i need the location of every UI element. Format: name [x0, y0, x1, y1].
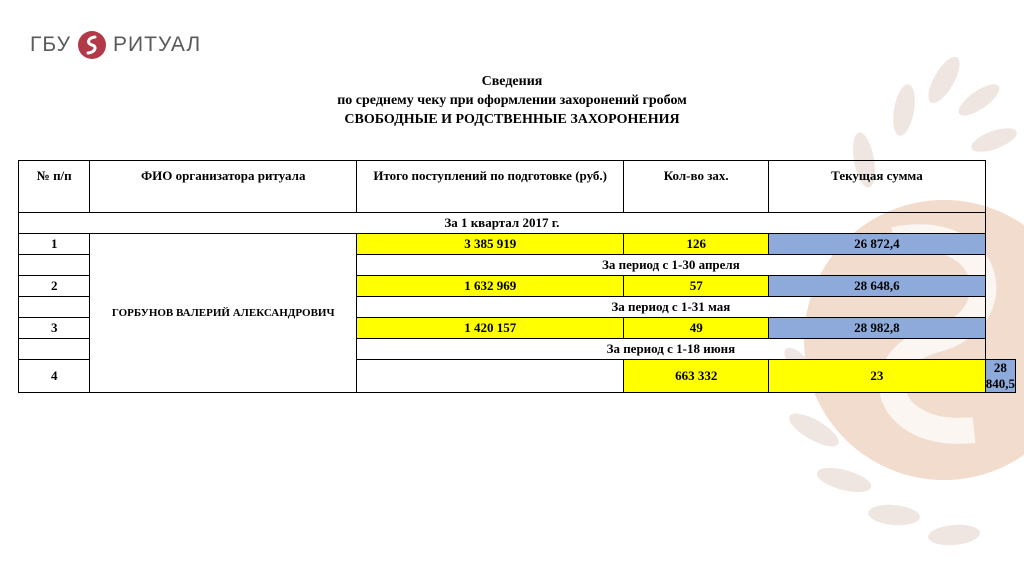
period-spacer: [19, 339, 90, 360]
table-row: [19, 234, 1016, 255]
row-sum: 28 982,8: [769, 318, 986, 339]
period-label: За период с 1-18 июня: [357, 339, 986, 360]
period-label: За период с 1-31 мая: [357, 297, 986, 318]
row-num: 4: [19, 360, 90, 393]
row-sum: 28 840,5: [985, 360, 1015, 391]
row-num: 3: [19, 318, 90, 339]
header-count: Кол-во зах.: [624, 161, 769, 213]
row-sum: 26 872,4: [769, 234, 986, 255]
summary-table: [18, 160, 1016, 393]
organizer-name: ГОРБУНОВ ВАЛЕРИЙ АЛЕКСАНДРОВИЧ: [90, 234, 357, 393]
header-organizer: ФИО организатора ритуала: [90, 161, 357, 213]
row-total: 1 420 157: [357, 318, 624, 339]
period-spacer: [19, 255, 90, 276]
period-label: За период с 1-30 апреля: [357, 255, 986, 276]
row-num: 2: [19, 276, 90, 297]
row-count: 57: [624, 276, 769, 297]
header-num: № п/п: [19, 161, 90, 213]
period-row: [19, 213, 1016, 234]
row-total: 1 632 969: [357, 276, 624, 297]
header-row: [19, 161, 1016, 213]
row-count: 23: [769, 360, 986, 393]
row-num: 1: [19, 234, 90, 255]
logo: [30, 30, 201, 60]
logo-left-text: ГБУ: [30, 33, 72, 56]
period-label: За 1 квартал 2017 г.: [19, 213, 986, 234]
document-title: [0, 72, 1024, 129]
header-total: Итого поступлений по подготовке (руб.): [357, 161, 624, 213]
title-line-2: по среднему чеку при оформлении захоронений гробом: [337, 93, 687, 108]
row-sum: 28 648,6: [769, 276, 986, 297]
organizer-spacer: [357, 360, 624, 393]
row-total: 3 385 919: [357, 234, 624, 255]
row-count: 126: [624, 234, 769, 255]
title-line-1: Сведения: [481, 74, 543, 89]
swan-icon: [77, 30, 107, 60]
title-line-3: СВОБОДНЫЕ И РОДСТВЕННЫЕ ЗАХОРОНЕНИЯ: [344, 112, 680, 127]
logo-right-text: РИТУАЛ: [113, 33, 202, 56]
row-count: 49: [624, 318, 769, 339]
row-total: 663 332: [624, 360, 769, 393]
header-sum: Текущая сумма: [769, 161, 986, 213]
period-spacer: [19, 297, 90, 318]
